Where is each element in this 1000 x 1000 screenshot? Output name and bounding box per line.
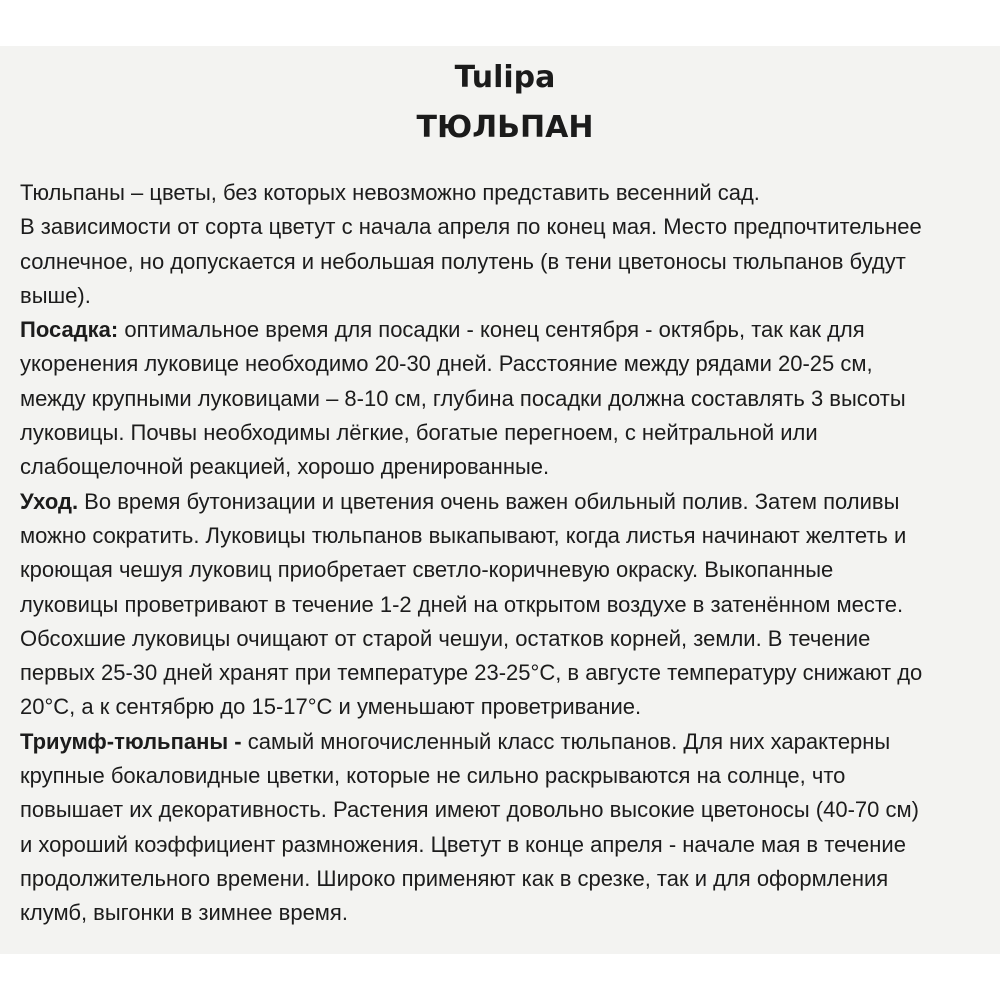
line-text: повышает их декоративность. Растения имеют довольно высокие цветоносы (40-70 см) bbox=[20, 797, 919, 823]
text-line bbox=[20, 793, 995, 827]
text-line bbox=[20, 176, 995, 210]
line-text: между крупными луковицами – 8-10 см, глубина посадки должна составлять 3 высоты bbox=[20, 385, 906, 411]
line-text: первых 25-30 дней хранят при температуре 23-25°С, в августе температуру снижают до bbox=[20, 660, 923, 686]
text-line bbox=[20, 725, 995, 759]
line-text: крупные бокаловидные цветки, которые не сильно раскрываются на солнце, что bbox=[20, 763, 846, 789]
line-text: самый многочисленный класс тюльпанов. Для них характерны bbox=[241, 728, 891, 754]
text-line bbox=[20, 690, 995, 724]
body-text bbox=[20, 176, 995, 931]
text-line bbox=[20, 519, 995, 553]
line-text: Тюльпаны – цветы, без которых невозможно представить весенний сад. bbox=[20, 180, 760, 205]
text-line bbox=[20, 588, 995, 622]
text-line bbox=[20, 416, 995, 450]
line-text: слабощелочной реакцией, хорошо дренированные. bbox=[20, 454, 550, 480]
text-line bbox=[20, 347, 995, 381]
line-text: укоренения луковице необходимо 20-30 дней. Расстояние между рядами 20-25 см, bbox=[20, 351, 873, 377]
line-text: солнечное, но допускается и небольшая полутень (в тени цветоносы тюльпанов будут bbox=[20, 248, 906, 274]
text-line bbox=[20, 313, 995, 347]
line-text: оптимальное время для посадки - конец сентября - октябрь, так как для bbox=[118, 317, 865, 343]
text-line bbox=[20, 450, 995, 484]
line-text: можно сократить. Луковицы тюльпанов выкапывают, когда листья начинают желтеть и bbox=[20, 522, 907, 548]
text-line bbox=[20, 485, 995, 519]
text-line bbox=[20, 553, 995, 587]
text-line bbox=[20, 759, 995, 793]
line-text: и хороший коэффициент размножения. Цветут в конце апреля - начале мая в течение bbox=[20, 831, 906, 857]
line-text: луковицы. Почвы необходимы лёгкие, богатые перегноем, с нейтральной или bbox=[20, 420, 818, 446]
text-line bbox=[20, 862, 995, 896]
title-russian: ТЮЛЬПАН bbox=[416, 110, 594, 145]
text-line bbox=[20, 896, 995, 930]
line-text: Обсохшие луковицы очищают от старой чешуи, остатков корней, земли. В течение bbox=[20, 625, 871, 651]
text-line bbox=[20, 622, 995, 656]
line-text: продолжительного времени. Широко применяют как в срезке, так и для оформления bbox=[20, 865, 889, 891]
line-text: В зависимости от сорта цветут с начала апреля по конец мая. Место предпочтительнее bbox=[20, 214, 922, 240]
section-heading-planting: Посадка: bbox=[20, 317, 119, 343]
line-text: 20°С, а к сентябрю до 15-17°С и уменьшают проветривание. bbox=[20, 694, 642, 720]
text-line bbox=[20, 656, 995, 690]
text-line bbox=[20, 382, 995, 416]
line-text: кроющая чешуя луковиц приобретает светло-коричневую окраску. Выкопанные bbox=[20, 557, 834, 583]
document-sheet bbox=[0, 46, 1000, 954]
text-line bbox=[20, 210, 995, 244]
title-latin: Tulipa bbox=[454, 60, 556, 95]
section-heading-triumph: Триумф-тюльпаны - bbox=[20, 728, 242, 754]
text-line bbox=[20, 828, 995, 862]
line-text: Во время бутонизации и цветения очень важен обильный полив. Затем поливы bbox=[78, 488, 900, 514]
text-line bbox=[20, 245, 995, 279]
section-heading-care: Уход. bbox=[20, 488, 79, 514]
line-text: луковицы проветривают в течение 1-2 дней на открытом воздухе в затенённом месте. bbox=[20, 591, 904, 617]
line-text: выше). bbox=[20, 282, 91, 308]
line-text: клумб, выгонки в зимнее время. bbox=[20, 900, 348, 926]
text-line bbox=[20, 279, 995, 313]
